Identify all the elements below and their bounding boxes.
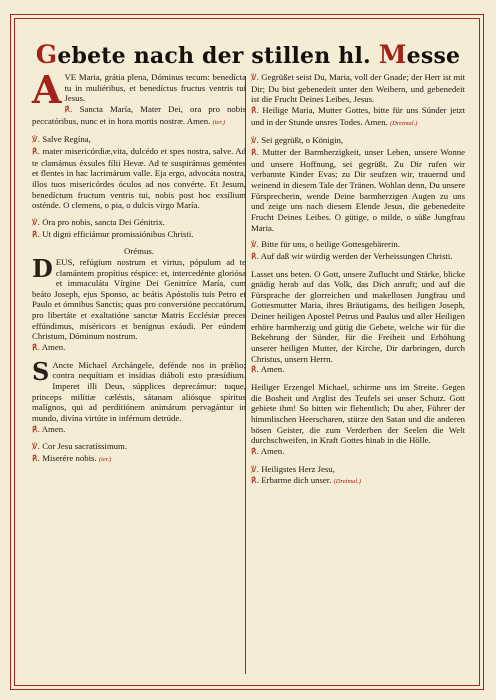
latin-ora-versicle	[32, 217, 246, 229]
latin-oremus-amen	[32, 342, 246, 354]
latin-michael-text: Ancte Míchael Archángele, defénde nos in prǽlio; contra nequítiam et insídias diáboli esto præsídium. Imperet illi Deus, súpplices deprecámur: tuque, princeps milítiæ cæléstis, sátanam aliósque spíritus malígnos, qui ad perditiónem animárum pervagántur in mundo, divína virtúte in inférnum detrúde.	[32, 359, 246, 424]
response-symbol: ℟.	[64, 104, 73, 114]
title-initial-m: M	[378, 40, 407, 69]
latin-michael	[32, 356, 246, 436]
response-symbol: ℟.	[32, 146, 41, 156]
german-salve-regina	[251, 135, 465, 233]
latin-oremus-text: EUS, refúgium nostrum et virtus, pópulum ad te clamántem propítius réspice: et, intercedénte gloriósa et immaculáta Vírgine Dei Genitríce María, cum beáto Joseph, ejus Sponso, ac beátis Apóstolis tuis Petro et Paulo et ómnibus Sanctis; quas pro conversióne peccatórum, pro libertáte et exaltatióne sanctæ Matris Ecclésiæ preces effúndimus, miséricors et benígnus exáudi. Per eúndem Christum, Dóminum nostrum.	[32, 256, 246, 342]
german-ora-response-text: Auf daß wir würdig werden der Verheissungen Christi.	[260, 250, 453, 261]
german-ave-response-text: Heilige Maria, Mutter Gottes, bitte für uns Sünder jetzt und in der Stunde unsres Todes. Amen.	[251, 104, 466, 127]
german-oremus	[251, 269, 465, 377]
latin-cor-response-text: Miserére nobis.	[42, 453, 97, 463]
versicle-symbol: ℣.	[32, 442, 41, 452]
german-salve-response	[251, 147, 465, 233]
german-ora-versicle	[251, 239, 465, 251]
latin-cor-response	[32, 453, 246, 466]
latin-ave-text: VE Maria, grátia plena, Dóminus tecum: benedícta tu in muliéribus, et benedíctus fructus ventris tui Jesus.	[64, 72, 246, 104]
versicle-symbol: ℣.	[251, 240, 260, 250]
german-ave-versicle	[251, 72, 465, 105]
title-initial-g: G	[35, 40, 58, 69]
latin-cor-versicle	[32, 441, 246, 453]
german-oremus-amen	[251, 364, 465, 376]
latin-oremus-dropcap: D	[32, 253, 53, 283]
german-salve-versicle	[251, 135, 465, 147]
versicle-symbol: ℣.	[32, 217, 41, 227]
response-symbol: ℟.	[251, 105, 260, 115]
german-cor-response-text: Erbarme dich unser.	[261, 475, 332, 486]
response-symbol: ℟.	[251, 147, 260, 157]
german-cor-versicle-text: Heiligstes Herz Jesu,	[261, 463, 335, 474]
latin-ave-dropcap: A	[32, 67, 62, 112]
latin-ora-response-text: Ut digni efficiámur promissiónibus Christi.	[42, 228, 194, 239]
german-ora-pro-nobis	[251, 239, 465, 262]
german-ora-versicle-text: Bitte für uns, o heilige Gottesgebärerin.	[261, 239, 400, 250]
german-ave-note: (Dreimal.)	[389, 119, 418, 127]
versicle-symbol: ℣.	[251, 73, 260, 82]
german-salve-response-text: Mutter der Barmherzigkeit, unser Leben, unsere Wonne und unsere Hoffnung, sei gegrüßt. Zu Dir rufen wir verbannte Kinder Evas; zu Dir seufzen wir, trauernd und weinend in diesem Tale der Tränen. Wohlan denn, Du unsere Fürsprecherin, wende Deine barmherzigen Augen zu uns und zeige uns nach diesem Elende Jesus, die gebenedeite Frucht Deines Leibes. O gütige, o milde, o süße Jungfrau Maria.	[251, 146, 465, 233]
latin-ora-versicle-text: Ora pro nobis, sancta Dei Génitrix.	[42, 216, 165, 227]
latin-ora-pro-nobis	[32, 217, 246, 240]
versicle-symbol: ℣.	[32, 135, 41, 145]
latin-michael-dropcap: S	[32, 356, 50, 386]
latin-salve-regina	[32, 134, 246, 211]
versicle-symbol: ℣.	[251, 136, 260, 146]
german-cor-response	[251, 475, 465, 488]
response-symbol: ℟.	[251, 447, 260, 456]
title-text-2: esse	[406, 43, 461, 69]
latin-ave-response	[32, 104, 246, 128]
german-ave-response	[251, 105, 465, 129]
page-title	[0, 40, 496, 69]
latin-ave-versicle	[32, 67, 246, 112]
latin-salve-response-text: mater misericórdiæ,vita, dulcédo et spes nostra, salve. Ad te clamámus éxsules fílii Hevæ. Ad te suspirámus geméntes et flentes in hac lacrimárum valle. Eja ergo, advocáta nostra, illos tuos misericórdes óculos ad nos convérte. Et Jesum, benedíctum fructum ventris tui, nobis post hoc exsílium osténde. O clemens, o pia, o dulcis virgo María.	[32, 145, 246, 211]
response-symbol: ℟.	[251, 251, 260, 261]
title-text-1: ebete nach der stillen hl.	[57, 43, 379, 69]
latin-michael-body	[32, 356, 246, 424]
latin-salve-response	[32, 146, 246, 211]
latin-cor-jesu	[32, 441, 246, 465]
response-symbol: ℟.	[32, 454, 41, 463]
german-salve-versicle-text: Sei gegrüßt, o Königin,	[261, 135, 344, 146]
latin-salve-versicle-text: Salve Regína,	[42, 134, 91, 145]
german-ora-response	[251, 251, 465, 263]
latin-column	[32, 67, 247, 472]
german-ave-text: Gegrüßet seist Du, Maria, voll der Gnade; der Herr ist mit Dir; Du bist gebenedeit unter den Weibern, und gebenedeit ist die Frucht Deines Leibes, Jesus.	[251, 72, 466, 105]
german-herz-jesu	[251, 464, 465, 488]
german-oremus-amen-text: Amen.	[260, 364, 285, 375]
latin-ora-response	[32, 229, 246, 241]
latin-cor-versicle-text: Cor Jesu sacratíssimum.	[42, 441, 128, 452]
response-symbol: ℟.	[32, 343, 41, 353]
latin-cor-note: (ter.)	[98, 456, 112, 463]
latin-oremus-heading: Orémus.	[124, 246, 154, 257]
latin-ave-maria	[32, 67, 247, 128]
latin-ave-note: (ter.)	[212, 118, 226, 126]
latin-michael-amen	[32, 424, 246, 436]
german-oremus-text: Lasset uns beten. O Gott, unsere Zuflucht und Stärke, blicke gnädig herab auf das Volk, das Dich anruft; und auf die Fürsprache der glorreichen und makellosen Jungfrau und Gottesmutter Maria, ihres Bräutigams, des heiligen Joseph, Deiner heiligen Apostel Petrus und Paulus und aller Heiligen erhöre barmherzig und gütig die Gebete, welche wir für die Bekehrung der Sünder, für die Freiheit und Erhöhung unserer heiligen Mutter, der Kirche, Dir darbringen, durch Christus, unsern Herrn.	[251, 268, 465, 364]
latin-michael-amen-text: Amen.	[41, 423, 66, 434]
response-symbol: ℟.	[32, 229, 41, 239]
german-column	[251, 72, 465, 494]
german-cor-versicle	[251, 464, 465, 476]
latin-oremus-amen-text: Amen.	[41, 342, 66, 353]
german-cor-note: (Dreimal.)	[333, 478, 361, 486]
latin-ave-response-text: Sancta María, Mater Dei, ora pro nobis peccatóribus, nunc et in hora mortis nostræ. Amen.	[32, 103, 247, 126]
response-symbol: ℟.	[251, 476, 260, 486]
german-michael	[251, 382, 465, 458]
latin-oremus	[32, 246, 246, 354]
german-ave-maria	[251, 72, 465, 129]
german-michael-text: Heiliger Erzengel Michael, schirme uns im Streite. Gegen die Bosheit und Arglist des Teufels sei unser Schutz. Gott gebiete ihm! So bitten wir flehentlich; Du aber, Führer der himmlischen Heerscharen, stürze den Satan und die anderen bösen Geister, die zum Verderben der Seelen die Welt durchschweifen, in Kraft Gottes hinab in die Hölle.	[251, 382, 465, 446]
german-michael-amen	[251, 446, 465, 458]
response-symbol: ℟.	[32, 424, 41, 434]
latin-salve-versicle	[32, 134, 246, 146]
response-symbol: ℟.	[251, 365, 260, 375]
latin-oremus-body	[32, 253, 246, 342]
versicle-symbol: ℣.	[251, 464, 260, 474]
german-michael-amen-text: Amen.	[260, 446, 285, 456]
